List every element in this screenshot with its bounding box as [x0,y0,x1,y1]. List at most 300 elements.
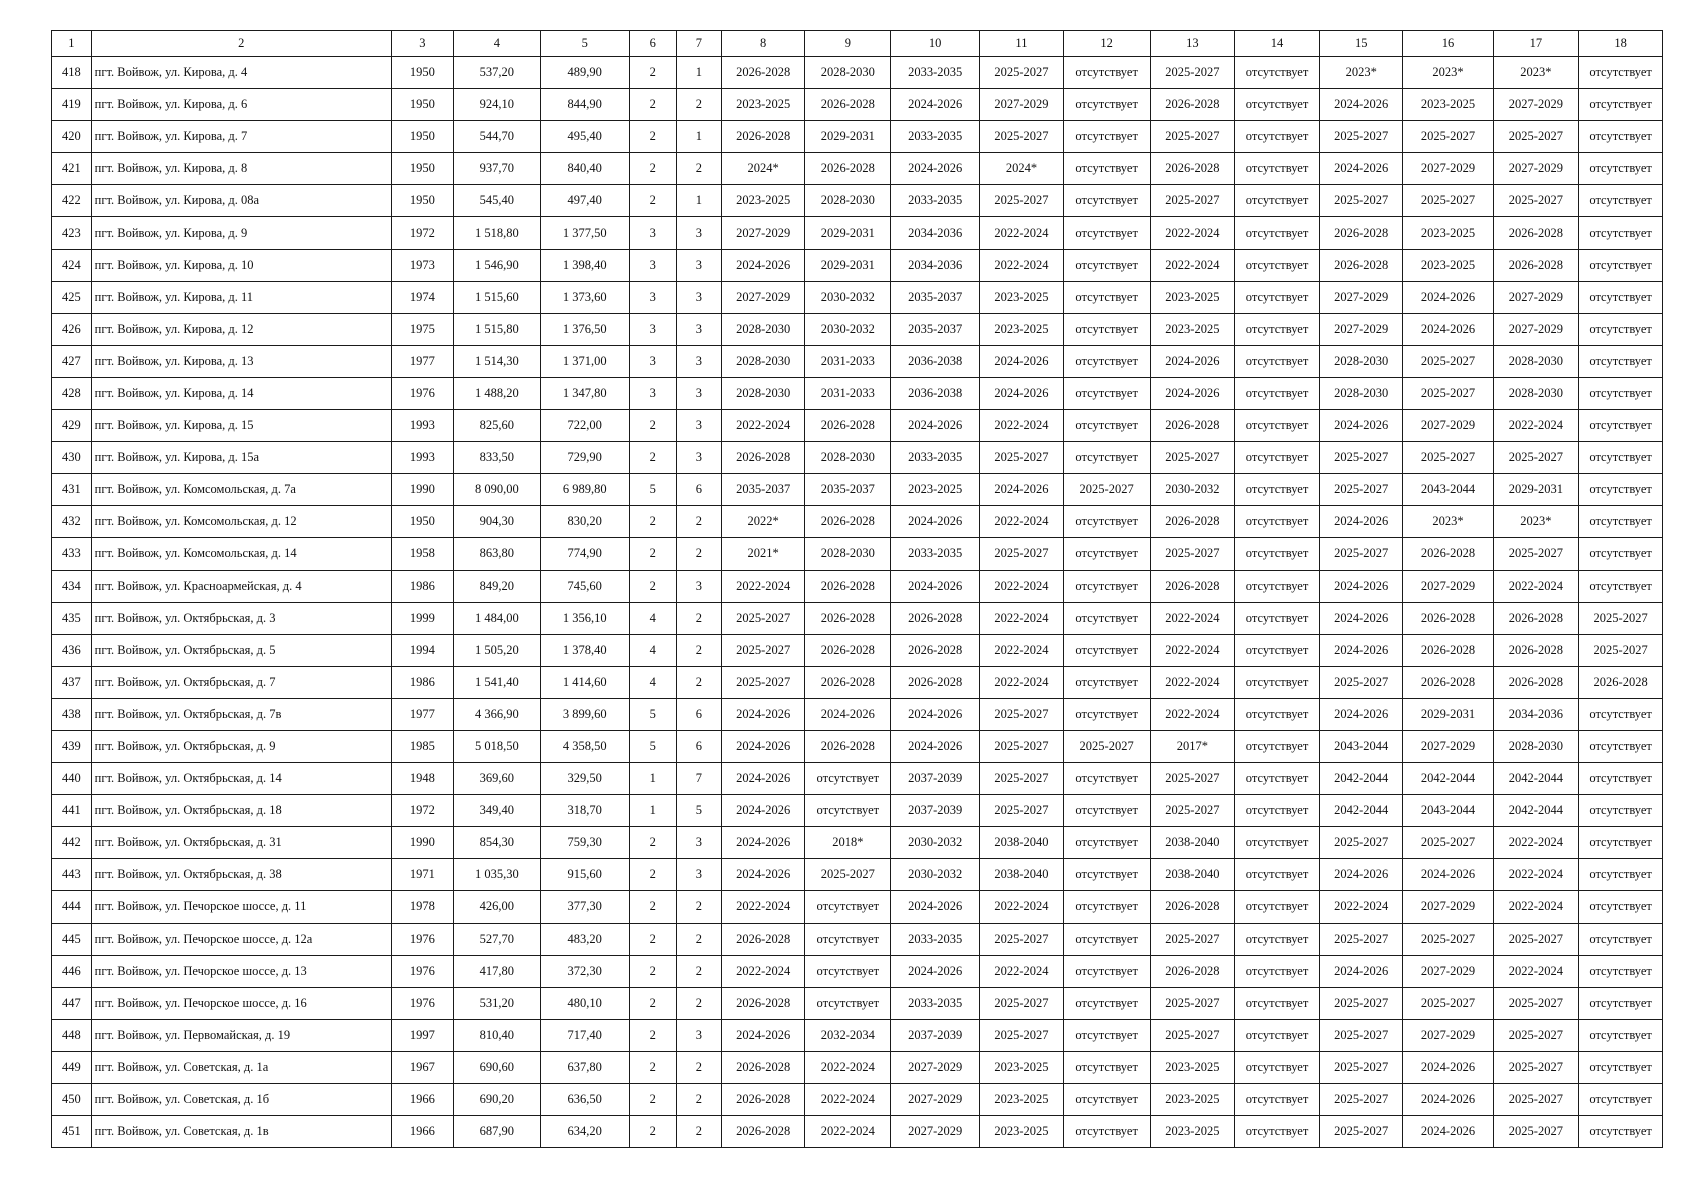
table-cell: 2029-2031 [805,121,891,153]
table-cell: 2024-2026 [1403,1116,1493,1148]
table-cell: 2 [676,602,721,634]
table-cell: 2030-2032 [805,313,891,345]
table-cell: 2025-2027 [1063,730,1150,762]
table-cell: отсутствует [805,987,891,1019]
table-cell: отсутствует [1063,442,1150,474]
table-cell: 2023* [1403,506,1493,538]
table-cell: 863,80 [453,538,540,570]
table-cell: 2029-2031 [805,249,891,281]
table-cell: 2025-2027 [721,666,805,698]
table-cell: 2 [629,89,676,121]
table-cell: 2022-2024 [721,410,805,442]
table-cell: 2028-2030 [721,377,805,409]
table-row [52,1051,1663,1083]
table-cell: 3 [629,345,676,377]
table-cell: 2027-2029 [1403,153,1493,185]
table-cell: 1978 [391,891,453,923]
table-cell: 424 [52,249,92,281]
table-cell: 2025-2027 [1493,442,1579,474]
address-cell: пгт. Войвож, ул. Кирова, д. 4 [91,57,391,89]
table-cell: отсутствует [1235,474,1320,506]
address-cell: пгт. Войвож, ул. Кирова, д. 15а [91,442,391,474]
table-cell: 2034-2036 [891,217,980,249]
table-cell: 1 541,40 [453,666,540,698]
table-cell: 1976 [391,987,453,1019]
table-cell: 2022-2024 [1319,891,1403,923]
table-cell: 2 [629,1051,676,1083]
table-cell: 444 [52,891,92,923]
table-cell: 2024-2026 [1319,506,1403,538]
table-row [52,217,1663,249]
table-row [52,474,1663,506]
table-cell: 6 989,80 [540,474,629,506]
table-cell: 2024-2026 [721,698,805,730]
table-cell: 2025-2027 [1319,1084,1403,1116]
table-cell: отсутствует [1579,891,1663,923]
table-cell: 2023-2025 [1150,281,1235,313]
table-cell: отсутствует [1235,923,1320,955]
table-cell: 854,30 [453,827,540,859]
table-cell: 2026-2028 [1493,249,1579,281]
table-cell: 2024-2026 [1403,1084,1493,1116]
column-number-header: 11 [980,31,1064,57]
table-cell: 2023-2025 [1403,217,1493,249]
table-cell: 2025-2027 [1493,121,1579,153]
table-cell: 2035-2037 [805,474,891,506]
table-cell: 2023-2025 [1403,249,1493,281]
table-cell: 432 [52,506,92,538]
table-cell: 2023* [1403,57,1493,89]
table-cell: 418 [52,57,92,89]
table-cell: 2 [676,955,721,987]
table-cell: 5 [629,698,676,730]
table-cell: отсутствует [1235,698,1320,730]
address-cell: пгт. Войвож, ул. Советская, д. 1в [91,1116,391,1148]
table-cell: 2022-2024 [980,249,1064,281]
table-cell: 3 [676,859,721,891]
table-cell: отсутствует [1579,89,1663,121]
table-cell: 1977 [391,698,453,730]
address-cell: пгт. Войвож, ул. Советская, д. 1б [91,1084,391,1116]
table-cell: отсутствует [1063,281,1150,313]
table-row [52,891,1663,923]
table-cell: 2025-2027 [980,1019,1064,1051]
table-cell: 1999 [391,602,453,634]
table-cell: 1966 [391,1116,453,1148]
table-cell: 2025-2027 [1319,538,1403,570]
table-cell: 422 [52,185,92,217]
table-cell: отсутствует [1235,57,1320,89]
table-cell: отсутствует [1235,891,1320,923]
table-cell: 2026-2028 [1150,891,1235,923]
table-cell: 527,70 [453,923,540,955]
table-cell: 2 [629,1116,676,1148]
table-cell: 2022-2024 [980,410,1064,442]
table-cell: 2033-2035 [891,923,980,955]
table-cell: отсутствует [1235,955,1320,987]
table-cell: 2026-2028 [721,121,805,153]
address-cell: пгт. Войвож, ул. Кирова, д. 7 [91,121,391,153]
address-cell: пгт. Войвож, ул. Октябрьская, д. 3 [91,602,391,634]
housing-registry-table [51,30,1663,1148]
table-row [52,666,1663,698]
table-cell: 4 [629,666,676,698]
table-cell: 2023-2025 [1150,1051,1235,1083]
table-cell: 2026-2028 [1150,570,1235,602]
table-cell: 3 [629,281,676,313]
table-cell: 2037-2039 [891,763,980,795]
table-cell: 2024-2026 [891,955,980,987]
table-cell: 2025-2027 [1403,442,1493,474]
table-cell: 2022-2024 [980,217,1064,249]
table-cell: 1 371,00 [540,345,629,377]
table-cell: отсутствует [1579,506,1663,538]
table-cell: отсутствует [1235,442,1320,474]
table-cell: отсутствует [1235,313,1320,345]
table-cell: 2034-2036 [891,249,980,281]
table-cell: 1 378,40 [540,634,629,666]
table-cell: 1 [629,763,676,795]
column-number-header: 14 [1235,31,1320,57]
table-cell: 1950 [391,121,453,153]
table-cell: 2022-2024 [721,891,805,923]
table-cell: отсутствует [1579,795,1663,827]
table-cell: 4 [629,602,676,634]
table-cell: 2027-2029 [891,1116,980,1148]
table-cell: 2023-2025 [1150,313,1235,345]
table-cell: 2028-2030 [721,345,805,377]
table-cell: 2025-2027 [980,795,1064,827]
table-cell: 419 [52,89,92,121]
table-row [52,345,1663,377]
table-cell: 430 [52,442,92,474]
table-cell: 489,90 [540,57,629,89]
table-cell: 2023-2025 [721,185,805,217]
table-cell: отсутствует [1235,570,1320,602]
table-cell: 2037-2039 [891,1019,980,1051]
table-cell: 436 [52,634,92,666]
table-cell: 2025-2027 [1150,442,1235,474]
table-cell: 2022-2024 [1150,666,1235,698]
table-cell: 4 366,90 [453,698,540,730]
table-cell: отсутствует [1063,795,1150,827]
table-cell: 2027-2029 [1493,281,1579,313]
table-cell: 2025-2027 [1150,538,1235,570]
table-cell: 1972 [391,795,453,827]
table-cell: 2024-2026 [1319,955,1403,987]
table-cell: отсутствует [1579,217,1663,249]
table-cell: 2024-2026 [1319,89,1403,121]
table-row [52,1019,1663,1051]
table-cell: 717,40 [540,1019,629,1051]
table-cell: 634,20 [540,1116,629,1148]
table-cell: 2024-2026 [980,474,1064,506]
table-cell: 2031-2033 [805,345,891,377]
table-cell: отсутствует [1063,923,1150,955]
table-row [52,377,1663,409]
table-cell: 2024-2026 [1403,859,1493,891]
table-cell: 2026-2028 [1403,634,1493,666]
table-cell: 729,90 [540,442,629,474]
table-cell: отсутствует [1235,506,1320,538]
table-cell: 2022-2024 [1150,249,1235,281]
table-cell: 2024-2026 [891,730,980,762]
table-cell: отсутствует [1579,859,1663,891]
table-cell: 2022-2024 [1493,859,1579,891]
table-cell: отсутствует [1579,410,1663,442]
column-number-header: 10 [891,31,980,57]
table-cell: 810,40 [453,1019,540,1051]
table-cell: 2022-2024 [980,891,1064,923]
table-cell: отсутствует [1063,153,1150,185]
table-cell: отсутствует [1063,185,1150,217]
table-cell: 3 [676,442,721,474]
table-cell: 1993 [391,442,453,474]
column-number-header: 17 [1493,31,1579,57]
table-cell: 2027-2029 [1403,1019,1493,1051]
table-row [52,121,1663,153]
table-cell: отсутствует [1235,249,1320,281]
address-cell: пгт. Войвож, ул. Комсомольская, д. 12 [91,506,391,538]
table-row [52,1084,1663,1116]
column-number-header: 6 [629,31,676,57]
table-cell: 1 [676,121,721,153]
table-cell: 2025-2027 [1319,666,1403,698]
table-row [52,185,1663,217]
table-row [52,987,1663,1019]
table-cell: 2025-2027 [980,538,1064,570]
table-row [52,730,1663,762]
table-cell: 2028-2030 [721,313,805,345]
table-row [52,955,1663,987]
table-cell: 2025-2027 [1493,1116,1579,1148]
table-row [52,313,1663,345]
table-cell: отсутствует [805,891,891,923]
table-cell: 483,20 [540,923,629,955]
table-cell: 2026-2028 [1493,602,1579,634]
table-cell: 1976 [391,377,453,409]
table-cell: 437 [52,666,92,698]
table-cell: 2043-2044 [1403,795,1493,827]
table-row [52,442,1663,474]
table-cell: 1 398,40 [540,249,629,281]
table-row [52,1116,1663,1148]
table-cell: 2025-2027 [721,634,805,666]
table-cell: 2026-2028 [721,442,805,474]
table-cell: отсутствует [1235,1116,1320,1148]
table-cell: отсутствует [1579,57,1663,89]
table-cell: 2025-2027 [1319,827,1403,859]
address-cell: пгт. Войвож, ул. Кирова, д. 12 [91,313,391,345]
table-cell: 3 [676,313,721,345]
table-cell: 1986 [391,570,453,602]
table-cell: 2025-2027 [980,121,1064,153]
table-cell: 1 [629,795,676,827]
table-cell: 2026-2028 [721,1051,805,1083]
table-cell: 2025-2027 [1493,538,1579,570]
table-cell: 2025-2027 [1579,634,1663,666]
address-cell: пгт. Войвож, ул. Печорское шоссе, д. 16 [91,987,391,1019]
table-cell: 2024-2026 [721,795,805,827]
table-cell: 840,40 [540,153,629,185]
table-cell: 2024-2026 [721,730,805,762]
table-cell: отсутствует [1235,1051,1320,1083]
table-cell: 2022-2024 [980,634,1064,666]
table-cell: 844,90 [540,89,629,121]
table-cell: 2024-2026 [1403,1051,1493,1083]
table-cell: 449 [52,1051,92,1083]
address-cell: пгт. Войвож, ул. Кирова, д. 9 [91,217,391,249]
table-cell: 2025-2027 [1493,1019,1579,1051]
table-cell: 2026-2028 [1150,153,1235,185]
table-cell: 2025-2027 [1319,121,1403,153]
address-cell: пгт. Войвож, ул. Октябрьская, д. 5 [91,634,391,666]
table-cell: 2024-2026 [805,698,891,730]
table-cell: отсутствует [1579,538,1663,570]
table-cell: 2024-2026 [1319,859,1403,891]
table-cell: 1977 [391,345,453,377]
table-cell: 2035-2037 [721,474,805,506]
table-row [52,57,1663,89]
table-cell: 2025-2027 [1579,602,1663,634]
table-cell: 833,50 [453,442,540,474]
table-cell: отсутствует [1063,698,1150,730]
table-cell: 2 [629,1084,676,1116]
table-cell: 3 [629,217,676,249]
table-cell: отсутствует [1063,506,1150,538]
table-cell: 2 [629,923,676,955]
table-cell: 2024-2026 [1403,313,1493,345]
table-cell: 1 505,20 [453,634,540,666]
table-cell: отсутствует [1579,281,1663,313]
table-cell: 421 [52,153,92,185]
table-cell: 2028-2030 [805,538,891,570]
address-cell: пгт. Войвож, ул. Печорское шоссе, д. 12а [91,923,391,955]
table-cell: 1950 [391,506,453,538]
table-cell: 434 [52,570,92,602]
table-cell: 2022-2024 [805,1051,891,1083]
table-cell: 2026-2028 [1150,955,1235,987]
table-cell: 2025-2027 [721,602,805,634]
table-cell: 2024-2026 [891,698,980,730]
table-cell: 4 358,50 [540,730,629,762]
table-cell: 2042-2044 [1319,795,1403,827]
table-cell: 2 [676,538,721,570]
table-cell: отсутствует [1063,345,1150,377]
table-cell: 3 [676,377,721,409]
table-cell: 2033-2035 [891,121,980,153]
table-cell: 2033-2035 [891,987,980,1019]
table-cell: отсутствует [1063,955,1150,987]
table-cell: 722,00 [540,410,629,442]
table-cell: 2022-2024 [805,1116,891,1148]
table-cell: 2025-2027 [980,442,1064,474]
table-cell: 2027-2029 [1493,153,1579,185]
table-cell: 2025-2027 [1493,923,1579,955]
table-cell: 2038-2040 [1150,859,1235,891]
table-cell: 2042-2044 [1493,795,1579,827]
table-cell: 2 [676,1084,721,1116]
table-cell: 448 [52,1019,92,1051]
table-cell: 2022-2024 [721,955,805,987]
table-cell: 2030-2032 [1150,474,1235,506]
table-cell: 2024-2026 [891,891,980,923]
table-cell: 2022-2024 [980,602,1064,634]
table-cell: 2038-2040 [980,859,1064,891]
table-cell: 433 [52,538,92,570]
table-cell: отсутствует [1235,153,1320,185]
table-cell: 6 [676,698,721,730]
table-cell: отсутствует [1063,634,1150,666]
table-cell: отсутствует [1063,763,1150,795]
table-cell: отсутствует [1235,602,1320,634]
table-cell: отсутствует [1579,923,1663,955]
table-cell: 2023-2025 [980,313,1064,345]
table-cell: 480,10 [540,987,629,1019]
table-cell: 2025-2027 [1150,795,1235,827]
table-cell: 2027-2029 [1403,730,1493,762]
table-cell: 1 376,50 [540,313,629,345]
table-cell: 2025-2027 [1150,1019,1235,1051]
table-cell: 2026-2028 [1150,410,1235,442]
table-cell: 2022-2024 [980,506,1064,538]
table-cell: отсутствует [1579,313,1663,345]
address-cell: пгт. Войвож, ул. Октябрьская, д. 9 [91,730,391,762]
table-cell: 1950 [391,89,453,121]
table-cell: отсутствует [1579,955,1663,987]
table-cell: отсутствует [1579,377,1663,409]
table-cell: 2022-2024 [1493,570,1579,602]
table-cell: отсутствует [1063,217,1150,249]
table-cell: 1986 [391,666,453,698]
table-cell: 3 899,60 [540,698,629,730]
address-cell: пгт. Войвож, ул. Октябрьская, д. 31 [91,827,391,859]
table-cell: 2025-2027 [980,987,1064,1019]
table-cell: 426 [52,313,92,345]
table-cell: отсутствует [1235,121,1320,153]
table-cell: 2023* [1493,57,1579,89]
table-cell: 2024-2026 [1319,602,1403,634]
table-cell: 447 [52,987,92,1019]
table-cell: 2025-2027 [1063,474,1150,506]
table-cell: 2027-2029 [891,1051,980,1083]
table-cell: 544,70 [453,121,540,153]
table-row [52,153,1663,185]
address-cell: пгт. Войвож, ул. Комсомольская, д. 7а [91,474,391,506]
table-cell: 2027-2029 [1319,281,1403,313]
table-cell: 1 414,60 [540,666,629,698]
table-cell: 2025-2027 [1403,121,1493,153]
table-cell: 2 [676,1051,721,1083]
table-cell: отсутствует [1579,1084,1663,1116]
table-row [52,506,1663,538]
table-cell: 2026-2028 [805,602,891,634]
table-cell: 2038-2040 [1150,827,1235,859]
table-cell: 3 [629,249,676,281]
table-row [52,89,1663,121]
table-cell: 915,60 [540,859,629,891]
table-cell: 440 [52,763,92,795]
table-cell: 2027-2029 [1403,955,1493,987]
table-cell: 2 [629,891,676,923]
table-cell: отсутствует [1235,827,1320,859]
table-cell: 7 [676,763,721,795]
table-cell: 2024-2026 [891,153,980,185]
table-cell: 774,90 [540,538,629,570]
address-cell: пгт. Войвож, ул. Печорское шоссе, д. 11 [91,891,391,923]
table-cell: 2026-2028 [805,634,891,666]
table-cell: 2024-2026 [891,410,980,442]
